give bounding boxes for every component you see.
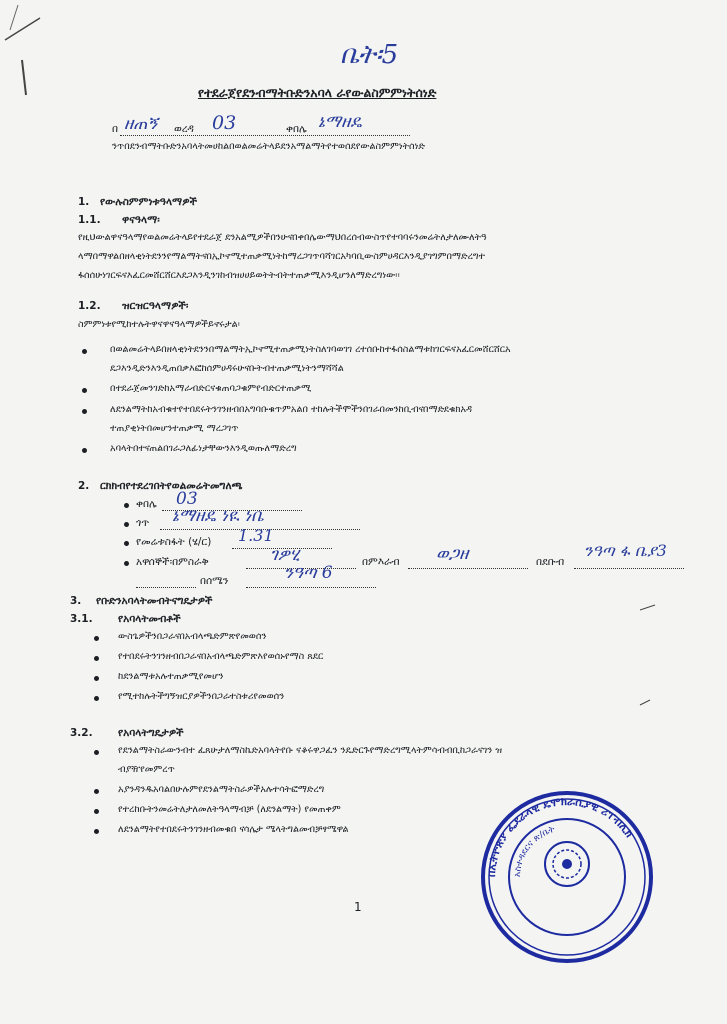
- section-3-2-bullet-4: ለደንልማትየተበደሩትንገንዘብመቁበ ናሳሌታ ሜላትግልመብቻፃሜዋል: [118, 824, 349, 835]
- field-south-hand: ንዓጣ ፋ ቤያ3: [584, 541, 667, 560]
- section-3-1-bullet-4: የሚተከሉትችግኝዝርያዎችንበጋራተስቱሪየመወሰን: [118, 691, 285, 702]
- section-3-title: የቡድንአባላትመብትናግዴታዎች: [96, 595, 213, 607]
- intro-line: ንጥበደንብማትቡድንአባላትመሀከልበወልመሬትላይደንአማልማትየተወሰደየውልስምምነትሰነድ: [112, 141, 425, 152]
- section-3-2-number: 3.2.: [70, 727, 93, 739]
- document-title: የተደራጀየደንብማትቡድንአባላ ራየውልስምምነትሰነድ: [198, 85, 437, 100]
- section-2-title: ርክክብየተደረገበትየወልመሬትመግለጫ: [100, 480, 243, 492]
- section-1-1-body-line-2: ላማበማዋልበዘላቂነትደንንየማልማትናበኢኮኖሚተጠቃሚነትከማረጋገጥባሻገርአካባቢውስምሀዳርእንዲያገግምበማድረግተ: [78, 251, 485, 262]
- section-1-number: 1.: [78, 196, 90, 208]
- section-1-2-number: 1.2.: [78, 300, 101, 312]
- field-area-label: የመሬቱስፋት (ሄ/ር): [136, 536, 212, 548]
- section-3-number: 3.: [70, 595, 82, 607]
- field-kebele-hand: 03: [176, 489, 198, 509]
- field-gote-hand: ኔማዘዴ ነዪ ነቤ: [172, 506, 265, 526]
- section-3-2-bullet-1-cont: ብያዥየመምረጥ: [118, 764, 175, 775]
- section-1-2-bullet-2: በተደራጀመንገድከአማራብድርናቁጠባጋቁምየብድርተጠቃሚ: [110, 383, 312, 394]
- section-1-2-bullet-4: አባላትበተናጠልበገራጋለፊነታቸውንእንዲወጡለማድረግ: [110, 443, 297, 454]
- section-1-2-title: ዝርዝርዓላማዎች፡: [122, 300, 189, 312]
- field-neighbors-label: አዋሰኞች፡በምስራቅ: [136, 556, 209, 568]
- section-1-2-bullet-3: ለደንልማትከአብቁተየተበደሩትንገንዘብበአግባቡቁጥምአልበ ተከሉትችሞችንበገራበመንከቢብናበማድደቁክአዳ: [110, 404, 473, 415]
- page-number: 1: [354, 900, 362, 914]
- field-gote-label: ጎጥ: [136, 517, 150, 529]
- section-1-1-title: ዋናዓላማ፡: [122, 214, 160, 226]
- section-1-title: የውሉስምምነቱዓላማዎች: [100, 196, 197, 208]
- section-3-2-bullet-1: የደንልማትስራውንብተ ፈጸሁታለማስኬድአባላትየቡ ናቆሩዋጋፈን ንዴድርጉየማድረግሚላትምሳብብቢከጋራናገን ዝ: [118, 745, 503, 756]
- date-line-zone-hand: 03: [212, 112, 237, 134]
- date-line-kebele-label: ቀበሌ: [286, 123, 307, 135]
- section-1-1-body-line-3: ፋሰሰሁነገርፍናእፈርመሸርሸርእደጋእንዲንገከብዝሀሀይወትትብትተጠቃሚእንዲሆንለማድረግነው፡፡: [78, 270, 400, 281]
- section-2-number: 2.: [78, 480, 90, 492]
- section-3-1-title: የአባላትመብቶች: [118, 613, 181, 625]
- section-3-1-number: 3.1.: [70, 613, 93, 625]
- field-east-hand: ገዎሂ: [270, 545, 300, 565]
- handwritten-reference: ቤት፡5: [340, 40, 399, 70]
- date-line-day-hand: ዘጠኝ: [124, 114, 158, 134]
- field-west-label: በምእራብ: [362, 556, 400, 568]
- field-north-label: በሰሜን: [200, 575, 229, 587]
- date-line-kebele-hand: ኔማዘዴ: [318, 112, 362, 132]
- field-north-hand: ንዓጣ 6: [284, 563, 333, 583]
- section-3-1-bullet-2: የተበደሩትንገንዘብበጋራናበአብላጫድምጽእየወሰኑየማስ ጸደር: [118, 651, 324, 662]
- section-3-1-bullet-3: ከደንልማቱአሉተጠቃሚየመሆን: [118, 671, 224, 682]
- field-west-hand: ወጋዘ: [436, 544, 469, 564]
- section-1-2-bullet-1: በወልመሬትላይበዘላቂነትደንንበማልማትኢኮኖሚተጠቃሚነትስለገባወገገ ረተሰቡከተፋሰስልማቱከገርፍናአፈርመሸርሸርአ: [110, 344, 511, 355]
- section-1-2-bullet-3-cont: ተጠያቂነትበመሆንተጠቃሚ ማረጋገጥ: [110, 423, 239, 434]
- section-3-2-title: የአባላትግዴታዎች: [118, 727, 184, 739]
- field-south-label: በደቡብ: [536, 556, 565, 568]
- section-1-2-intro: ስምምነቱየሚከተሉትዋናዋናዓላማዎችይኖሩታል፡: [78, 319, 240, 330]
- stamp-inner-text: አስተዳደርና ጽ/ቤት: [512, 824, 557, 878]
- field-area-hand: 1.31: [238, 526, 274, 545]
- section-3-2-bullet-2: አያንዳንዱአባልበሁሉምየደንልማትስራዎችአሉተሳትፎማድረግ: [118, 784, 325, 795]
- section-3-2-bullet-3: የተረከቡትንመሬትለታለመለትዓላማብቻ (ለደንልማት) የመጠቀም: [118, 804, 341, 815]
- section-1-2-bullet-1-cont: ደጋእንዲድንእንዲጠበቃእፎከሰምሀዳሩሁናቡትብተጠቃሚነትንማሻሻል: [110, 363, 344, 374]
- date-line-day-suffix: ወረዳ: [174, 123, 194, 135]
- date-line-prefix: በ: [112, 123, 119, 135]
- section-1-1-body-line-1: የዚህውልዋናዓላማየወልመሬትላይየተደራጀ ደንአልሚዎችበንሁናበቀበሌውማህበረሰብውስጥየተባባሩንመሬትለታለሙለትዓ: [78, 232, 487, 243]
- section-3-1-bullet-1: ውስጌዎችንበጋራናበአብላጫድምጽየመወሰን: [118, 631, 267, 642]
- field-kebele-label: ቀበሌ: [136, 498, 157, 510]
- stamp-outer-text: በኢትዮጵያ ፌደራላዊ ዴሞክራሲያዊ ሪፐብሊክ: [484, 794, 636, 878]
- section-1-1-number: 1.1.: [78, 214, 101, 226]
